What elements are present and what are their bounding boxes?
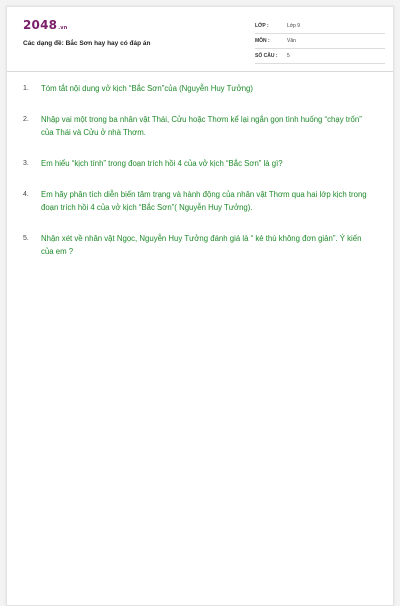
question-list	[23, 82, 373, 258]
meta-label: SỐ CÂU :	[255, 53, 278, 59]
question-item[interactable]	[23, 113, 373, 139]
question-item[interactable]	[23, 232, 373, 258]
meta-row-subject	[255, 35, 385, 49]
question-text: Nhập vai một trong ba nhân vật Thái, Cửu hoặc Thơm kể lại ngắn gọn tình huống “chạy trốn” của Thái và Cửu ở nhà Thơm.	[41, 115, 362, 137]
question-text: Nhận xét về nhân vật Ngọc, Nguyễn Huy Tưởng đánh giá là “ kẻ thù không đơn giản”. Ý kiến của em ?	[41, 234, 362, 256]
site-logo[interactable]	[23, 18, 68, 32]
meta-label: LỚP :	[255, 23, 269, 29]
header-divider	[7, 71, 393, 72]
worksheet-header	[7, 7, 393, 65]
question-item[interactable]	[23, 82, 373, 95]
meta-label: MÔN :	[255, 38, 270, 44]
document-title: Các dạng đề: Bắc Sơn hay hay có đáp án	[23, 40, 151, 47]
meta-value: 5	[287, 53, 290, 59]
meta-value: Lớp 9	[287, 23, 301, 29]
logo-main: 2048	[23, 18, 58, 32]
question-text: Tóm tắt nội dung vở kịch “Bắc Sơn”của (Nguyễn Huy Tưởng)	[41, 84, 253, 93]
meta-value: Văn	[287, 38, 296, 44]
question-text: Em hiểu “kịch tính” trong đoạn trích hồi 4 của vở kịch “Bắc Sơn” là gì?	[41, 159, 283, 168]
question-item[interactable]	[23, 157, 373, 170]
meta-info	[255, 20, 385, 65]
question-number: 1.	[23, 85, 29, 92]
question-number: 2.	[23, 116, 29, 123]
worksheet-page	[6, 6, 394, 606]
question-number: 5.	[23, 235, 29, 242]
meta-row-count	[255, 50, 385, 64]
question-number: 4.	[23, 191, 29, 198]
question-text: Em hãy phân tích diễn biến tâm trạng và hành động của nhân vật Thơm qua hai lớp kịch trong đoạn trích hồi 4 của vở kịch “Bắc Sơn”( Nguyễn Huy Tưởng).	[41, 190, 367, 212]
question-item[interactable]	[23, 188, 373, 214]
meta-row-class	[255, 20, 385, 34]
question-number: 3.	[23, 160, 29, 167]
logo-sub: .vn	[58, 25, 68, 31]
